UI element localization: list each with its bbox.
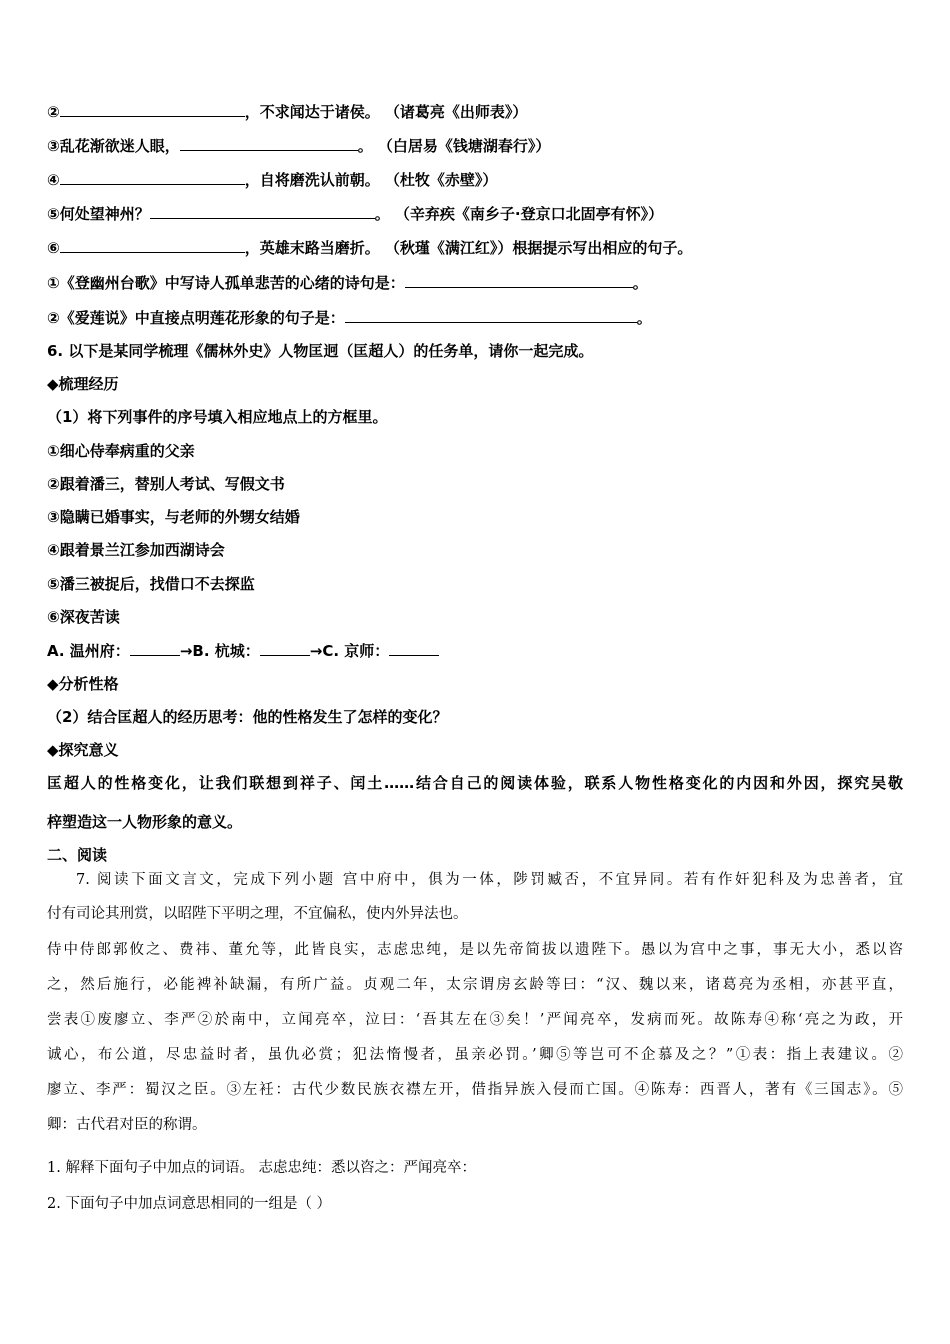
passage-line: 之，然后施行，必能裨补缺漏，有所广益。贞观二年，太宗谓房玄龄等曰：“汉、魏以来，诸葛亮为丞相，亦甚平直，	[47, 977, 903, 993]
answer-blank[interactable]	[60, 238, 245, 253]
event-item: ⑤潘三被捉后，找借口不去探监	[47, 575, 255, 593]
line-suffix: ，英雄末路当磨折。 （秋瑾《满江红》）根据提示写出相应的句子。	[244, 239, 693, 257]
event-item: ④跟着景兰江参加西湖诗会	[47, 541, 225, 559]
place-label: A. 温州府：	[47, 642, 130, 660]
passage-line: 付有司论其刑赏，以昭陛下平明之理，不宜偏私，使内外异法也。	[47, 906, 468, 922]
line-prefix: ②	[47, 103, 60, 121]
line-prefix: ①《登幽州台歌》中写诗人孤单悲苦的心绪的诗句是：	[47, 274, 405, 292]
task-text: 匡超人的性格变化，让我们联想到祥子、闰土……结合自己的阅读体验，联系人物性格变化的内因和外因，探究吴敬	[47, 774, 903, 792]
line-prefix: ⑤何处望神州？	[47, 205, 150, 223]
place-label: →C. 京师：	[309, 642, 390, 660]
event-item: ③隐瞒已婚事实，与老师的外甥女结婚	[47, 508, 300, 526]
line-suffix: ，不求闻达于诸侯。 （诸葛亮《出师表》）	[244, 103, 528, 121]
event-item: ⑥深夜苦读	[47, 608, 120, 626]
passage-line: 7. 阅读下面文言文，完成下列小题 宫中府中，俱为一体，陟罚臧否，不宜异同。若有作奸犯科及为忠善者，宜	[76, 872, 903, 888]
answer-blank[interactable]	[150, 204, 375, 219]
event-item: ①细心侍奉病重的父亲	[47, 442, 195, 460]
passage-line: 诚心，布公道，尽忠益时者，虽仇必赏；犯法惰慢者，虽亲必罚。’卿⑤等岂可不企慕及之？”①表：指上表建议。②	[47, 1047, 903, 1063]
line-prefix: ②《爱莲说》中直接点明莲花形象的句子是：	[47, 309, 345, 327]
section-heading: 二、阅读	[47, 846, 108, 864]
line-suffix: 。 （辛弃疾《南乡子·登京口北固亭有怀》）	[374, 205, 664, 223]
section-heading: ◆探究意义	[47, 741, 119, 759]
answer-blank[interactable]	[180, 136, 358, 151]
question-6-title: 6. 以下是某同学梳理《儒林外史》人物匡迥（匡超人）的任务单，请你一起完成。	[47, 342, 594, 360]
section-heading: ◆分析性格	[47, 675, 119, 693]
task-text: 梓塑造这一人物形象的意义。	[47, 813, 243, 831]
fill-in-line	[47, 102, 527, 122]
fill-in-line	[47, 170, 497, 190]
answer-blank[interactable]	[405, 273, 633, 288]
answer-blank[interactable]	[60, 170, 245, 185]
places-line	[47, 641, 439, 661]
section-heading: ◆梳理经历	[47, 375, 119, 393]
answer-blank[interactable]	[345, 308, 637, 323]
fill-in-line	[47, 308, 652, 328]
answer-blank[interactable]	[130, 641, 180, 656]
sub-question-2: 2. 下面句子中加点词意思相同的一组是（ ）	[47, 1196, 332, 1212]
fill-in-line	[47, 273, 648, 293]
line-prefix: ④	[47, 171, 60, 189]
task-instruction: （1）将下列事件的序号填入相应地点上的方框里。	[47, 408, 388, 426]
line-prefix: ③乱花渐欲迷人眼，	[47, 137, 180, 155]
fill-in-line	[47, 136, 550, 156]
answer-blank[interactable]	[260, 641, 310, 656]
place-label: →B. 杭城：	[179, 642, 260, 660]
line-suffix: 。	[632, 274, 648, 292]
fill-in-line	[47, 204, 663, 224]
answer-blank[interactable]	[60, 102, 245, 117]
event-item: ②跟着潘三，替别人考试、写假文书	[47, 475, 285, 493]
answer-blank[interactable]	[389, 641, 439, 656]
passage-line: 侍中侍郎郭攸之、费祎、董允等，此皆良实，志虑忠纯，是以先帝简拔以遗陛下。愚以为宫中之事，事无大小，悉以咨	[47, 942, 903, 958]
sub-question-1: 1. 解释下面句子中加点的词语。 志虑忠纯：悉以咨之：严闻亮卒：	[47, 1160, 477, 1176]
line-suffix: 。	[636, 309, 652, 327]
passage-line: 尝表①废廖立、李严②於南中，立闻亮卒，泣曰：‘吾其左在③矣！’严闻亮卒，发病而死。故陈寿④称‘亮之为政，开	[47, 1012, 903, 1028]
fill-in-line	[47, 238, 692, 258]
passage-line: 卿：古代君对臣的称谓。	[47, 1117, 207, 1133]
task-instruction: （2）结合匡超人的经历思考：他的性格发生了怎样的变化？	[47, 708, 448, 726]
line-prefix: ⑥	[47, 239, 60, 257]
line-suffix: ，自将磨洗认前朝。 （杜牧《赤壁》）	[244, 171, 498, 189]
passage-line: 廖立、李严：蜀汉之臣。③左衽：古代少数民族衣襟左开，借指异族入侵而亡国。④陈寿：西晋人，著有《三国志》。⑤	[47, 1082, 903, 1098]
line-suffix: 。 （白居易《钱塘湖春行》）	[357, 137, 551, 155]
